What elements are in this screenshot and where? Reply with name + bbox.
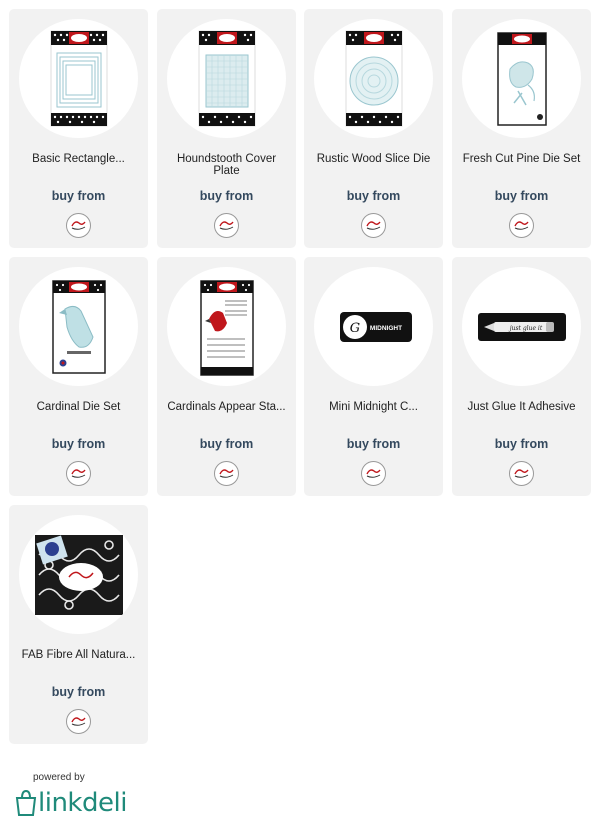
product-title[interactable]: Fresh Cut Pine Die Set — [462, 153, 581, 165]
product-image[interactable] — [167, 19, 286, 138]
product-title[interactable]: Basic Rectangle... — [32, 153, 125, 165]
product-title[interactable]: FAB Fibre All Natura... — [21, 649, 136, 661]
merchant-logo-icon[interactable] — [66, 709, 91, 734]
product-title[interactable]: Rustic Wood Slice Die — [316, 153, 431, 165]
merchant-logo-icon[interactable] — [509, 461, 534, 486]
merchant-logo-icon[interactable] — [361, 461, 386, 486]
buy-from-link[interactable]: buy from — [51, 685, 106, 699]
product-image[interactable] — [314, 19, 433, 138]
powered-by-label: powered by — [33, 772, 85, 783]
product-image[interactable] — [314, 267, 433, 386]
buy-from-link[interactable]: buy from — [51, 437, 106, 451]
product-title[interactable]: Just Glue It Adhesive — [467, 401, 576, 413]
product-image[interactable] — [19, 515, 138, 634]
product-card[interactable] — [452, 9, 591, 248]
product-card[interactable] — [304, 9, 443, 248]
linkdeli-bag-icon[interactable] — [14, 789, 38, 822]
product-image[interactable] — [167, 267, 286, 386]
product-image[interactable] — [462, 19, 581, 138]
product-title[interactable] — [165, 401, 288, 413]
buy-from-link[interactable]: buy from — [494, 437, 549, 451]
linkdeli-logo-text[interactable]: linkdeli — [38, 788, 127, 818]
merchant-logo-icon[interactable] — [214, 461, 239, 486]
product-title-text[interactable]: Cardinals Appear Sta... — [167, 401, 286, 413]
product-title[interactable]: Mini Midnight C... — [329, 401, 418, 413]
midnight-label: MIDNIGHT — [369, 325, 403, 332]
product-card[interactable] — [9, 9, 148, 248]
product-image[interactable] — [19, 19, 138, 138]
glue-label: just glue it — [509, 325, 543, 332]
buy-from-link[interactable]: buy from — [199, 189, 254, 203]
product-title[interactable]: Houndstooth Cover Plate — [176, 153, 277, 177]
merchant-logo-icon[interactable] — [214, 213, 239, 238]
product-card[interactable] — [304, 257, 443, 496]
buy-from-link[interactable]: buy from — [494, 189, 549, 203]
product-image[interactable] — [462, 267, 581, 386]
buy-from-link[interactable]: buy from — [346, 189, 401, 203]
product-card[interactable] — [157, 9, 296, 248]
product-card[interactable] — [452, 257, 591, 496]
product-card[interactable] — [157, 257, 296, 496]
product-card[interactable] — [9, 257, 148, 496]
svg-text:G: G — [349, 321, 361, 336]
merchant-logo-icon[interactable] — [509, 213, 534, 238]
merchant-logo-icon[interactable] — [66, 461, 91, 486]
product-title[interactable]: Cardinal Die Set — [36, 401, 121, 413]
product-card[interactable] — [9, 505, 148, 744]
buy-from-link[interactable]: buy from — [199, 437, 254, 451]
buy-from-link[interactable]: buy from — [51, 189, 106, 203]
merchant-logo-icon[interactable] — [361, 213, 386, 238]
buy-from-link[interactable]: buy from — [346, 437, 401, 451]
merchant-logo-icon[interactable] — [66, 213, 91, 238]
product-image[interactable] — [19, 267, 138, 386]
